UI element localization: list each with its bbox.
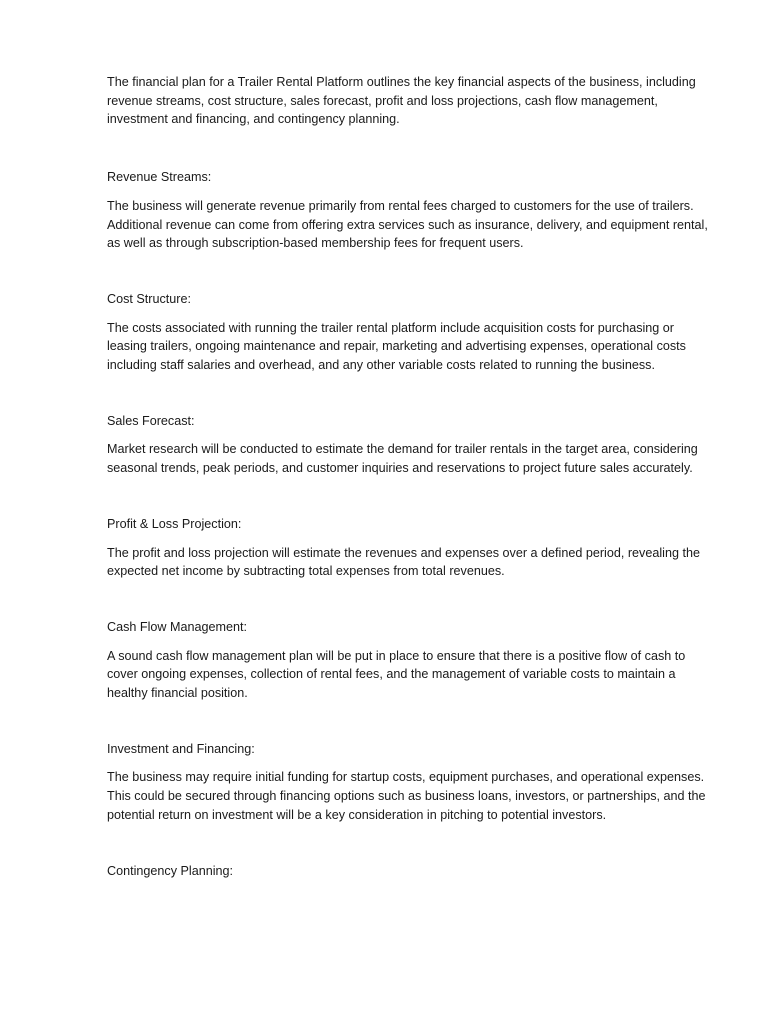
section-body: A sound cash flow management plan will be put in place to ensure that there is a positive flow of cash to cover ongoing expenses, collection of rental fees, and the management of variable costs to maintain a healthy financial position. [107,648,686,701]
section-heading: Cost Structure: [107,291,191,306]
section-contingency-planning [107,862,717,881]
section-body: The business will generate revenue primarily from rental fees charged to customers for the use of trailers. Additional revenue can come from offering extra services such as insurance, delivery, and equipment rental, as well as through subscription-based membership fees for frequent users. [107,198,708,251]
section-body: The costs associated with running the trailer rental platform include acquisition costs for purchasing or leasing trailers, ongoing maintenance and repair, marketing and advertising expenses, operational costs including staff salaries and overhead, and any other variable costs related to running the business. [107,320,686,373]
section-heading: Profit & Loss Projection: [107,516,242,531]
section-heading: Cash Flow Management: [107,619,247,634]
section-sales-forecast [107,412,717,478]
section-heading: Investment and Financing: [107,741,255,756]
section-heading: Sales Forecast: [107,413,195,428]
section-revenue-streams [107,168,717,253]
document-content [107,73,717,917]
section-profit-loss-projection [107,515,717,581]
section-cost-structure [107,290,717,375]
section-body: Market research will be conducted to estimate the demand for trailer rentals in the target area, considering seasonal trends, peak periods, and customer inquiries and reservations to project future sales accurately. [107,442,698,476]
section-cash-flow-management [107,618,717,703]
section-body: The profit and loss projection will estimate the revenues and expenses over a defined period, revealing the expected net income by subtracting total expenses from total revenues. [107,545,700,579]
intro-paragraph: The financial plan for a Trailer Rental Platform outlines the key financial aspects of the business, including revenue streams, cost structure, sales forecast, profit and loss projections, cash flow management, investment and financing, and contingency planning. [107,75,696,127]
section-heading: Contingency Planning: [107,863,234,878]
section-body: The business may require initial funding for startup costs, equipment purchases, and operational expenses. This could be secured through financing options such as business loans, investors, or partnerships, and the potential return on investment will be a key consideration in pitching to potential investors. [107,770,706,822]
section-heading: Revenue Streams: [107,170,212,185]
section-investment-financing [107,740,717,825]
